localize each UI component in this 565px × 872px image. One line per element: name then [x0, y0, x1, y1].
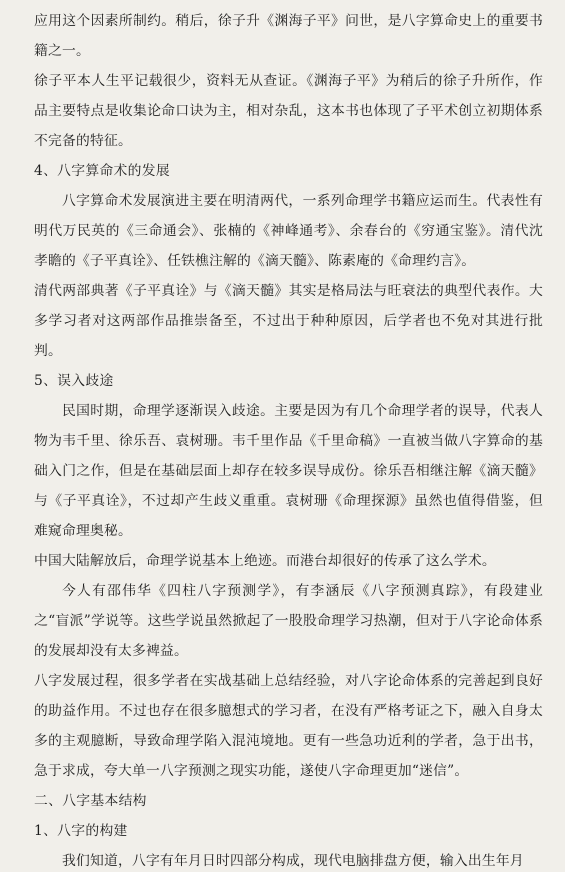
- section-heading-2-1: 1、八字的构建: [34, 823, 128, 839]
- paragraph-ming-qing: 八字算命术发展演进主要在明清两代，一系列命理学书籍应运而生。代表性有明代万民英的《三命通会》、张楠的《神峰通考》、余春台的《穷通宝鉴》。清代沈孝瞻的《子平真诠》、任铁樵注解的《滴天髓》、陈素庵的《命理约言》。: [34, 193, 543, 269]
- paragraph-classics: 清代两部典著《子平真诠》与《滴天髓》其实是格局法与旺衰法的典型代表作。大多学习者对这两部作品推崇备至，不过出于种种原因，后学者也不免对其进行批判。: [34, 283, 543, 359]
- part-heading-2: 二、八字基本结构: [34, 793, 147, 809]
- paragraph-today: 今人有邵伟华《四柱八字预测学》，有李涵辰《八字预测真踪》，有段建业之“盲派”学说等。这些学说虽然掀起了一股股命理学习热潮，但对于八字论命体系的发展却没有太多裨益。: [34, 583, 543, 659]
- paragraph-ziping: 徐子平本人生平记载很少，资料无从查证。《渊海子平》为稍后的徐子升所作，作品主要特点是收集论命口诀为主，相对杂乱，这本书也体现了子平术创立初期体系不完备的特征。: [34, 73, 543, 149]
- paragraph-process: 八字发展过程，很多学者在实战基础上总结经验，对八字论命体系的完善起到良好的助益作用。不过也存在很多臆想式的学习者，在没有严格考证之下，融入自身太多的主观臆断，导致命理学陷入混沌境地。更有一些急功近利的学者，急于出书，急于求成，夸大单一八字预测之现实功能，遂使八字命理更加“迷信”。: [34, 673, 543, 779]
- section-heading-4: 4、八字算命术的发展: [34, 163, 170, 179]
- paragraph-intro-end: 应用这个因素所制约。稍后，徐子升《渊海子平》问世，是八字算命史上的重要书籍之一。: [34, 13, 543, 59]
- paragraph-minguo: 民国时期，命理学逐渐误入歧途。主要是因为有几个命理学者的误导，代表人物为韦千里、徐乐吾、袁树珊。韦千里作品《千里命稿》一直被当做八字算命的基础入门之作，但是在基础层面上却存在较多误导成份。徐乐吾相继注解《滴天髓》与《子平真诠》，不过却产生歧义重重。袁树珊《命理探源》虽然也值得借鉴，但难窥命理奥秘。: [34, 403, 543, 539]
- paragraph-mainland: 中国大陆解放后，命理学说基本上绝迹。而港台却很好的传承了这么学术。: [34, 553, 496, 569]
- paragraph-construct: 我们知道，八字有年月日时四部分构成，现代电脑排盘方便，输入出生年月: [62, 853, 524, 869]
- section-heading-5: 5、误入歧途: [34, 373, 114, 389]
